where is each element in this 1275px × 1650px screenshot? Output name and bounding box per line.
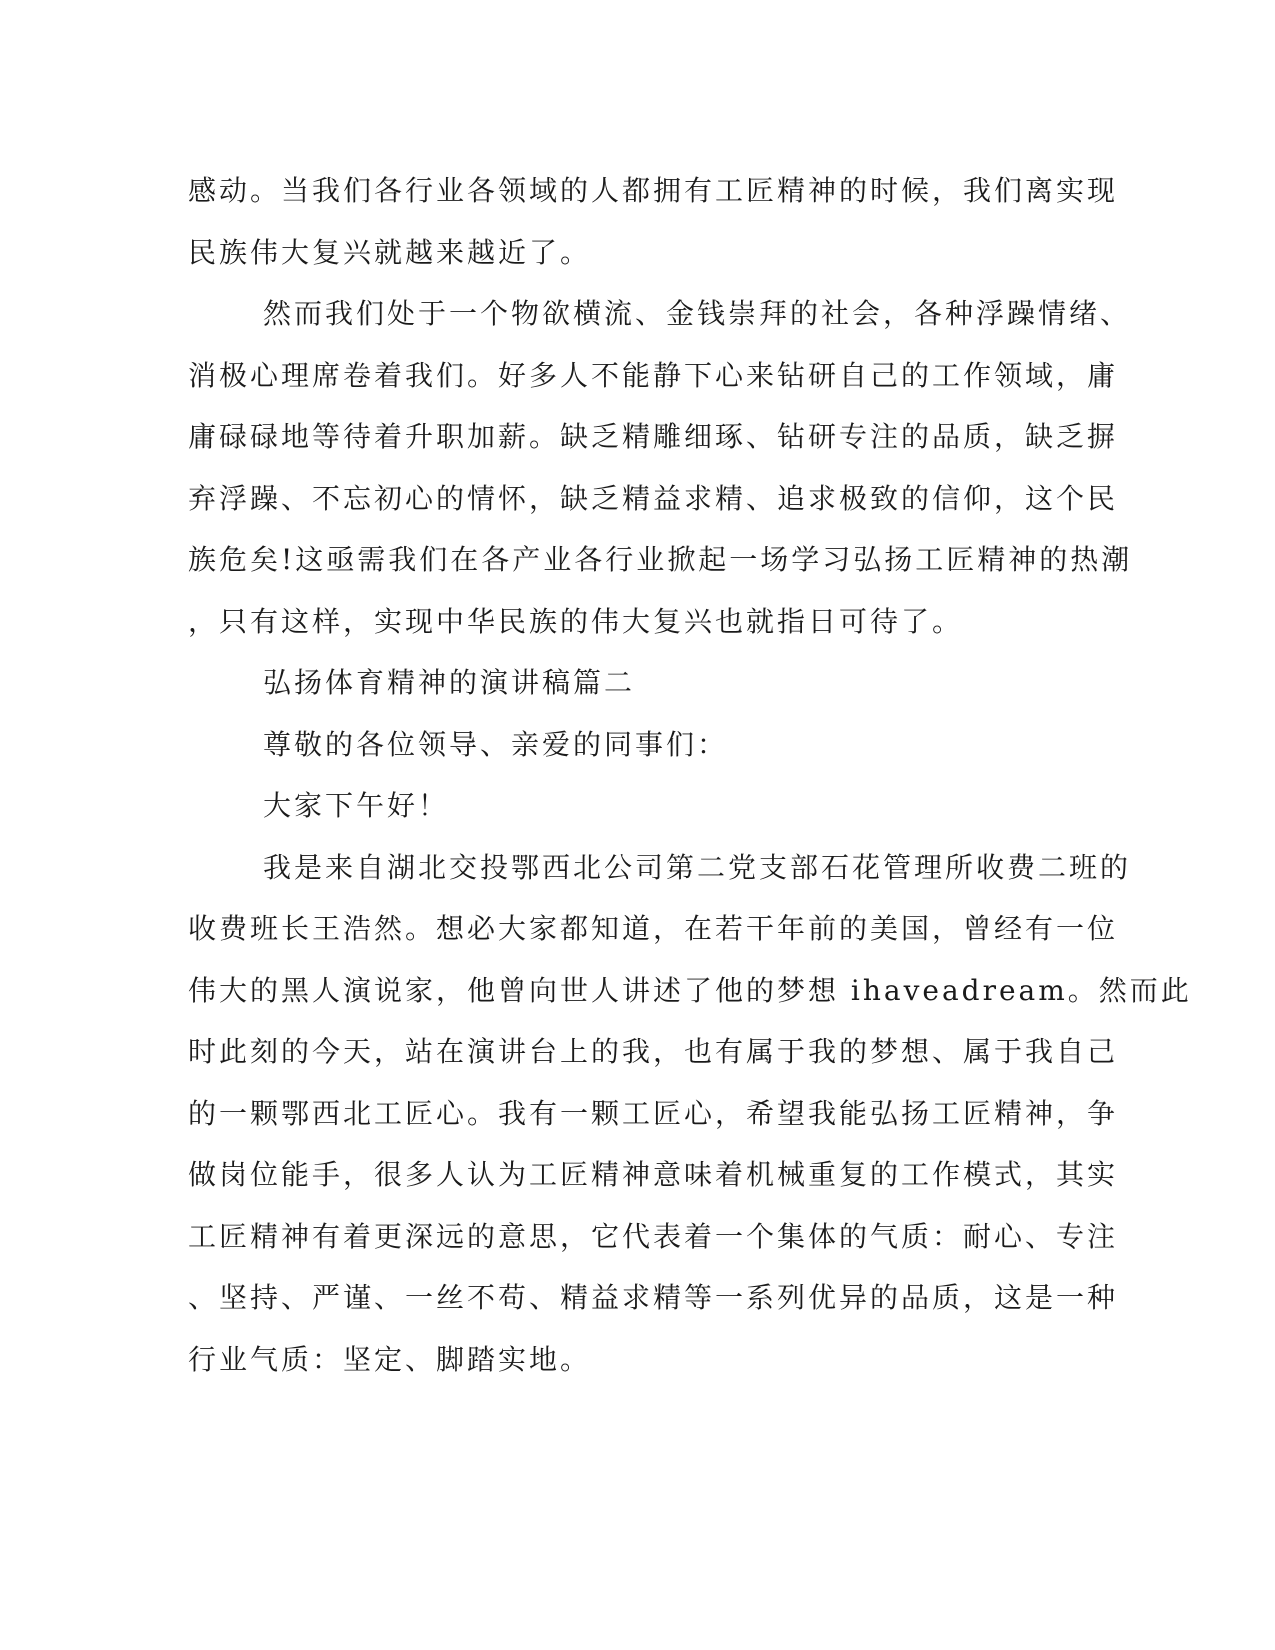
section-heading: 弘扬体育精神的演讲稿篇二 [263,666,636,699]
salutation: 尊敬的各位领导、亲爱的同事们： [263,727,729,761]
text-line: 时此刻的今天，站在演讲台上的我，也有属于我的梦想、属于我自己 [188,1035,1119,1068]
text-line: 做岗位能手，很多人认为工匠精神意味着机械重复的工作模式，其实 [188,1158,1119,1191]
text-line: 的一颗鄂西北工匠心。我有一颗工匠心，希望我能弘扬工匠精神，争 [188,1096,1119,1130]
text-line: 然而我们处于一个物欲横流、金钱崇拜的社会，各种浮躁情绪、 [263,297,1132,330]
text-line: 民族伟大复兴就越来越近了。 [188,235,592,269]
text-line: 族危矣!这亟需我们在各产业各行业掀起一场学习弘扬工匠精神的热潮 [188,543,1133,576]
text-line: 庸碌碌地等待着升职加薪。缺乏精雕细琢、钻研专注的品质，缺乏摒 [188,420,1119,453]
greeting: 大家下午好！ [263,789,450,822]
text-line: 伟大的黑人演说家，他曾向世人讲述了他的梦想 ihaveadream。然而此 [188,973,1192,1007]
text-line: 消极心理席卷着我们。好多人不能静下心来钻研自己的工作领域，庸 [188,358,1119,392]
text-line: 我是来自湖北交投鄂西北公司第二党支部石花管理所收费二班的 [263,850,1132,884]
document-body [188,160,1192,1390]
text-line: 行业气质：坚定、脚踏实地。 [188,1342,592,1376]
text-line: 、坚持、严谨、一丝不苟、精益求精等一系列优异的品质，这是一种 [188,1281,1119,1314]
text-line: 弃浮躁、不忘初心的情怀，缺乏精益求精、追求极致的信仰，这个民 [188,481,1119,515]
text-line: ，只有这样，实现中华民族的伟大复兴也就指日可待了。 [188,604,964,638]
text-line: 感动。当我们各行业各领域的人都拥有工匠精神的时候，我们离实现 [188,174,1119,207]
text-line: 工匠精神有着更深远的意思，它代表着一个集体的气质：耐心、专注 [188,1219,1119,1253]
text-line: 收费班长王浩然。想必大家都知道，在若干年前的美国，曾经有一位 [188,912,1119,945]
